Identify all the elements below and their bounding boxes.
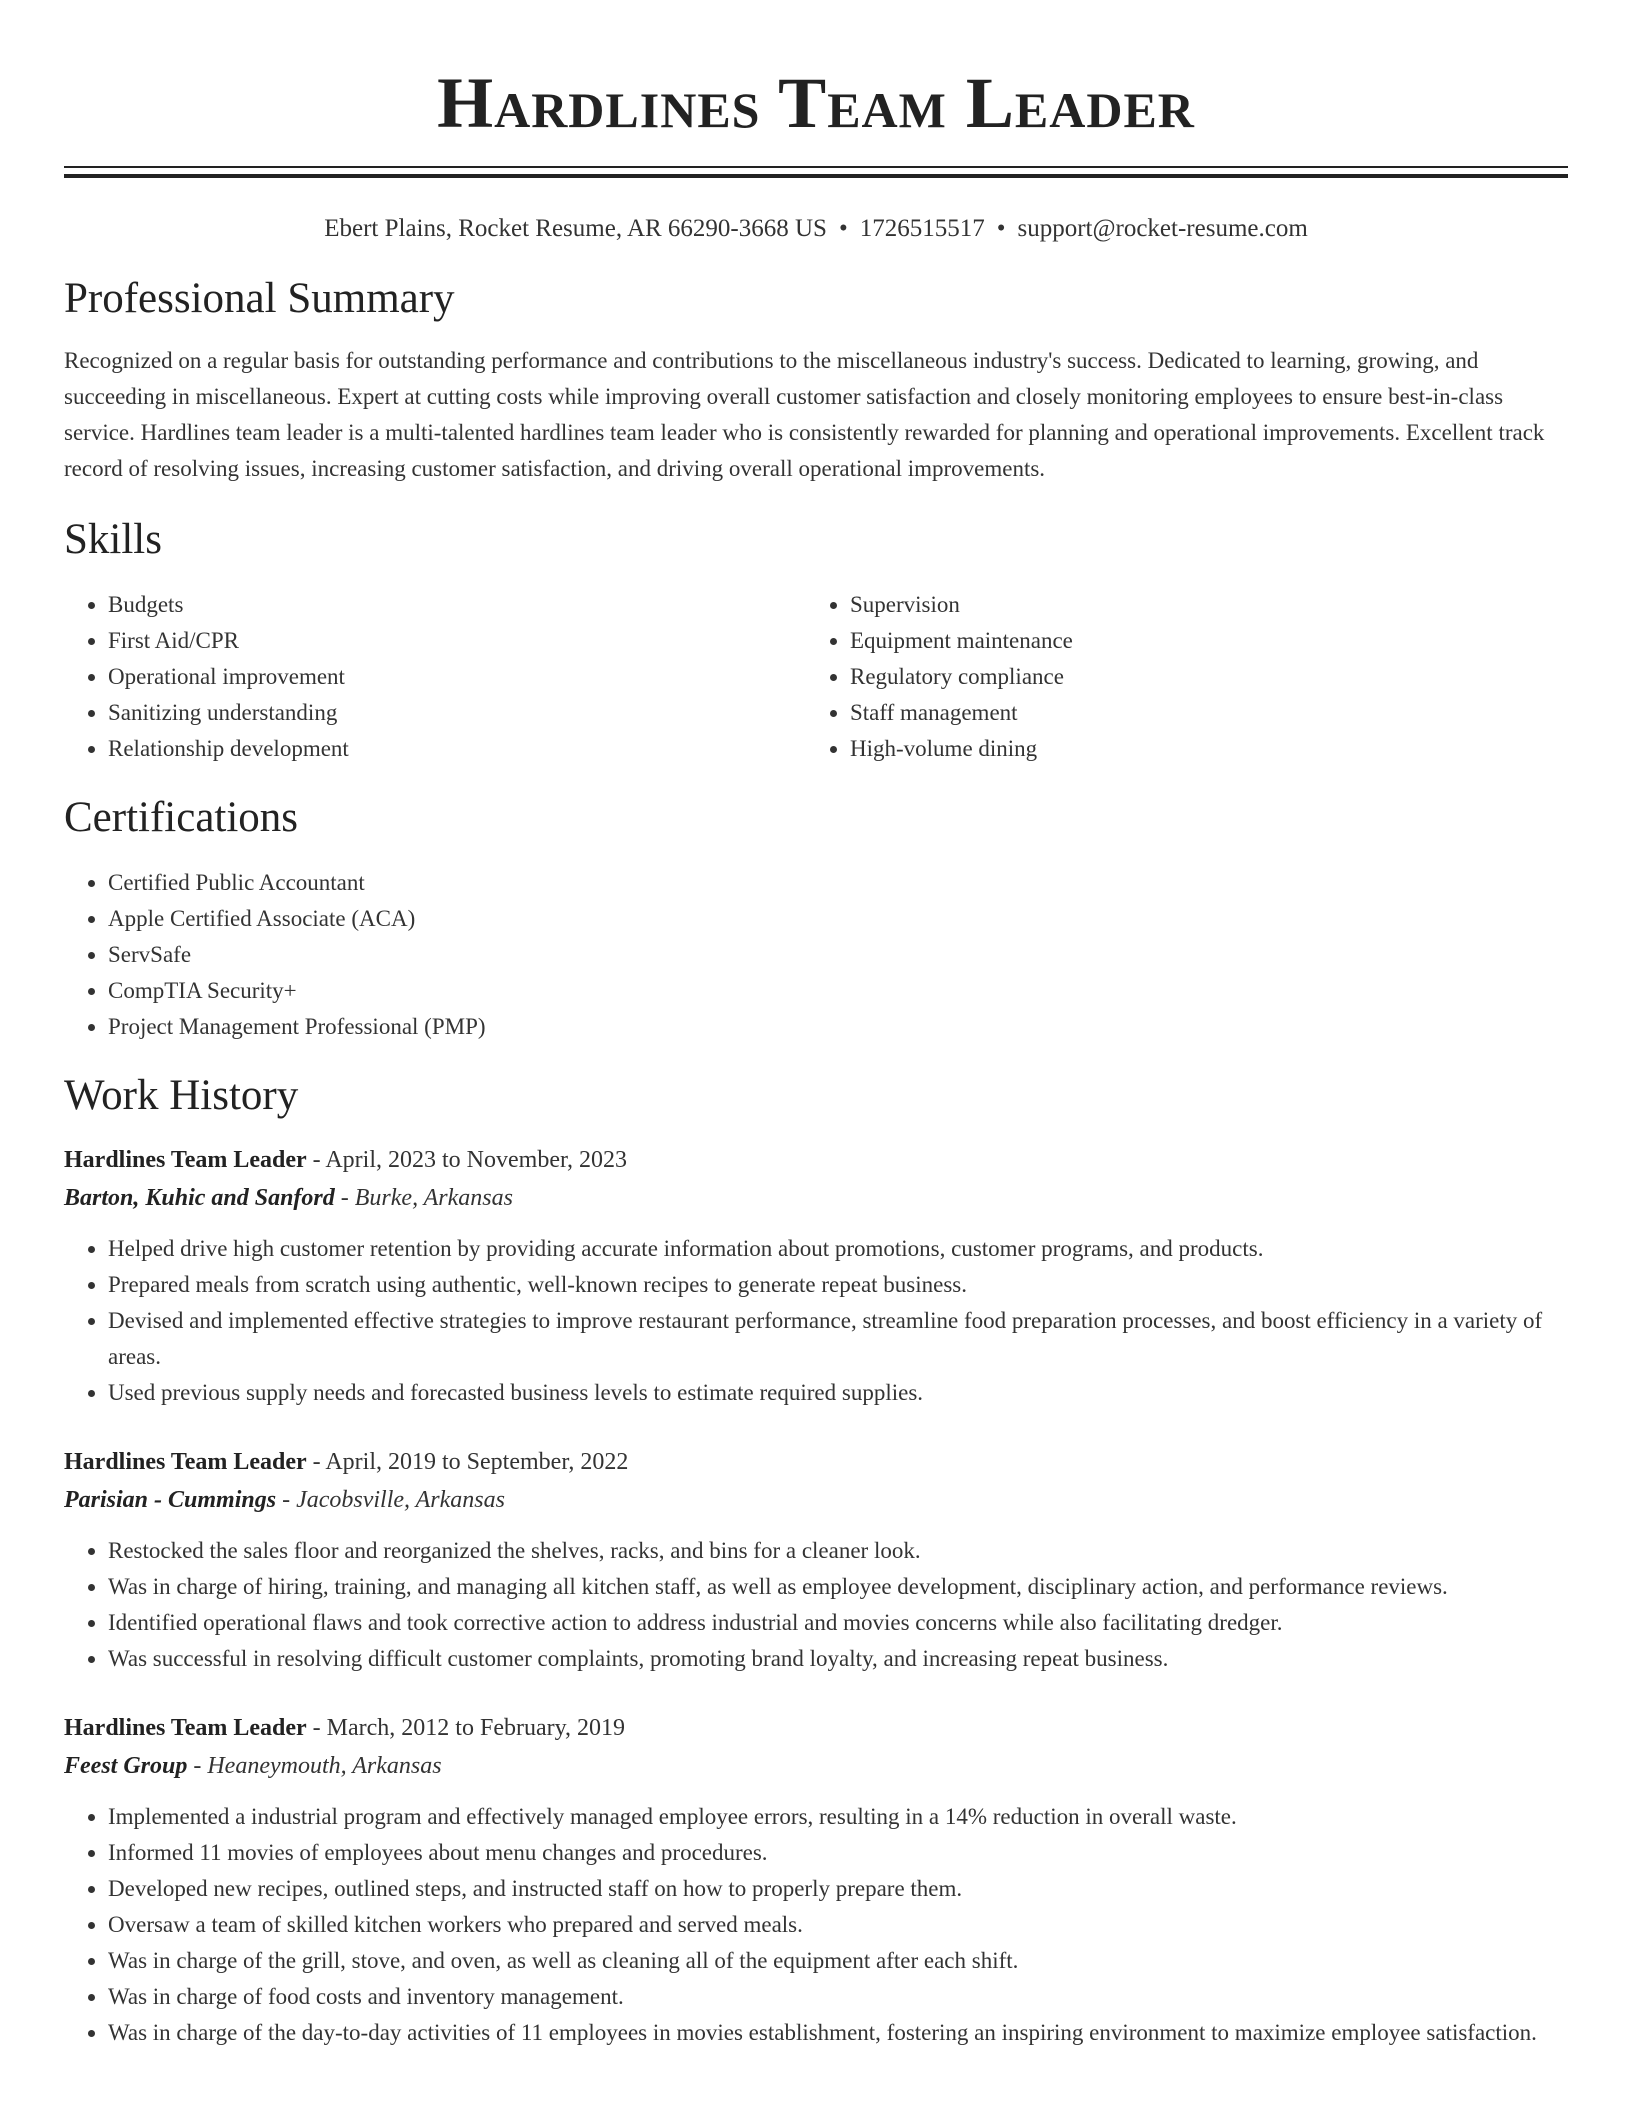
job-bullet: • Used previous supply needs and forecasted business levels to estimate required supplies. [108, 1375, 1568, 1411]
summary-text: Recognized on a regular basis for outstanding performance and contributions to the miscellaneous industry's success. Dedicated to learning, growing, and succeeding in miscellaneous. Expert at cutting costs while improving overall customer satisfaction and closely monitoring employees to ensure best-in-class service. Hardlines team leader is a multi-talented hardlines team leader who is consistently rewarded for planning and operational improvements. Excellent track record of resolving issues, increasing customer satisfaction, and driving overall operational improvements. [64, 348, 1545, 481]
certification-item: • ServSafe [108, 937, 1568, 973]
job-bullet: • Was successful in resolving difficult customer complaints, promoting brand loyalty, and increasing repeat business. [108, 1641, 1568, 1677]
job-dates: April, 2019 to September, 2022 [325, 1449, 629, 1475]
skill-item: • Budgets [108, 587, 806, 623]
contact-address: Ebert Plains, Rocket Resume, AR 66290-3668 US [324, 215, 827, 242]
job-bullet: • Was in charge of hiring, training, and managing all kitchen staff, as well as employee development, disciplinary action, and performance reviews. [108, 1569, 1568, 1605]
skill-item: • Staff management [850, 695, 1548, 731]
job-bullet: • Devised and implemented effective strategies to improve restaurant performance, streamline food preparation processes, and boost efficiency in a variety of areas. [108, 1303, 1568, 1375]
skill-item: • Equipment maintenance [850, 623, 1548, 659]
contact-line [64, 212, 1568, 246]
job-bullet: • Was in charge of the day-to-day activities of 11 employees in movies establishment, fostering an inspiring environment to maximize employee satisfaction. [108, 2015, 1568, 2051]
skill-item: • Sanitizing understanding [108, 695, 806, 731]
skills-title: Skills [64, 516, 162, 563]
job-bullet-list [64, 1799, 1568, 2051]
skills-list-right [806, 587, 1548, 767]
certification-item: • Certified Public Accountant [108, 865, 1568, 901]
job-bullet-list [64, 1533, 1568, 1677]
skills-list-left [64, 587, 806, 767]
job-heading: Hardlines Team Leader - April, 2019 to September, 2022 [64, 1449, 629, 1475]
job-company-line: Feest Group - Heaneymouth, Arkansas [64, 1753, 442, 1779]
header-divider-thick [64, 174, 1568, 178]
job-bullet-list [64, 1231, 1568, 1411]
certifications-title: Certifications [64, 794, 299, 841]
job-bullet: • Was in charge of food costs and inventory management. [108, 1979, 1568, 2015]
certification-item: • Project Management Professional (PMP) [108, 1009, 1568, 1045]
skills-section [64, 513, 1568, 767]
job-bullet: • Developed new recipes, outlined steps, and instructed staff on how to properly prepare them. [108, 1871, 1568, 1907]
resume-page [64, 0, 1568, 2051]
certification-item: • CompTIA Security+ [108, 973, 1568, 1009]
job-bullet: • Implemented a industrial program and effectively managed employee errors, resulting in a 14% reduction in overall waste. [108, 1799, 1568, 1835]
job-company-line: Parisian - Cummings - Jacobsville, Arkansas [64, 1487, 505, 1513]
skill-item: • High-volume dining [850, 731, 1548, 767]
job-heading: Hardlines Team Leader - March, 2012 to February, 2019 [64, 1715, 626, 1741]
job-location: Burke, Arkansas [354, 1185, 513, 1211]
contact-email: support@rocket-resume.com [1017, 215, 1308, 242]
job-company-line: Barton, Kuhic and Sanford - Burke, Arkansas [64, 1185, 513, 1211]
skills-grid [64, 587, 1568, 767]
job-bullet: • Helped drive high customer retention by providing accurate information about promotions, customer programs, and products. [108, 1231, 1568, 1267]
summary-section [64, 272, 1568, 487]
skill-item: • Regulatory compliance [850, 659, 1548, 695]
resume-name-heading: Hardlines Team Leader [437, 63, 1195, 143]
certifications-section [64, 791, 1568, 1045]
job-location: Jacobsville, Arkansas [296, 1487, 505, 1513]
job-role: Hardlines Team Leader [64, 1715, 307, 1741]
skill-item: • First Aid/CPR [108, 623, 806, 659]
job-role: Hardlines Team Leader [64, 1449, 307, 1475]
header-divider-thin [64, 166, 1568, 168]
job-bullet: • Informed 11 movies of employees about menu changes and procedures. [108, 1835, 1568, 1871]
contact-separator: • [838, 215, 848, 242]
skill-item: • Relationship development [108, 731, 806, 767]
skills-column-left [64, 587, 806, 767]
job-dates: March, 2012 to February, 2019 [326, 1715, 626, 1741]
job-entry [64, 1141, 1568, 1411]
job-dates: April, 2023 to November, 2023 [325, 1147, 628, 1173]
job-company: Parisian - Cummings [64, 1487, 277, 1513]
work-history-title: Work History [64, 1072, 299, 1119]
job-company: Feest Group [64, 1753, 188, 1779]
skill-item: • Supervision [850, 587, 1548, 623]
job-bullet: • Oversaw a team of skilled kitchen workers who prepared and served meals. [108, 1907, 1568, 1943]
contact-phone: 1726515517 [859, 215, 985, 242]
skills-column-right [806, 587, 1548, 767]
skill-item: • Operational improvement [108, 659, 806, 695]
work-history-section [64, 1069, 1568, 2051]
job-location: Heaneymouth, Arkansas [207, 1753, 442, 1779]
job-company: Barton, Kuhic and Sanford [64, 1185, 335, 1211]
job-bullet: • Restocked the sales floor and reorganized the shelves, racks, and bins for a cleaner look. [108, 1533, 1568, 1569]
contact-separator: • [996, 215, 1006, 242]
certification-item: • Apple Certified Associate (ACA) [108, 901, 1568, 937]
job-entry [64, 1443, 1568, 1677]
job-role: Hardlines Team Leader [64, 1147, 307, 1173]
certifications-list [64, 865, 1568, 1045]
job-bullet: • Was in charge of the grill, stove, and oven, as well as cleaning all of the equipment after each shift. [108, 1943, 1568, 1979]
job-heading: Hardlines Team Leader - April, 2023 to November, 2023 [64, 1147, 628, 1173]
summary-title: Professional Summary [64, 275, 455, 322]
job-entry [64, 1709, 1568, 2051]
job-bullet: • Prepared meals from scratch using authentic, well-known recipes to generate repeat business. [108, 1267, 1568, 1303]
job-bullet: • Identified operational flaws and took corrective action to address industrial and movies concerns while also facilitating dredger. [108, 1605, 1568, 1641]
